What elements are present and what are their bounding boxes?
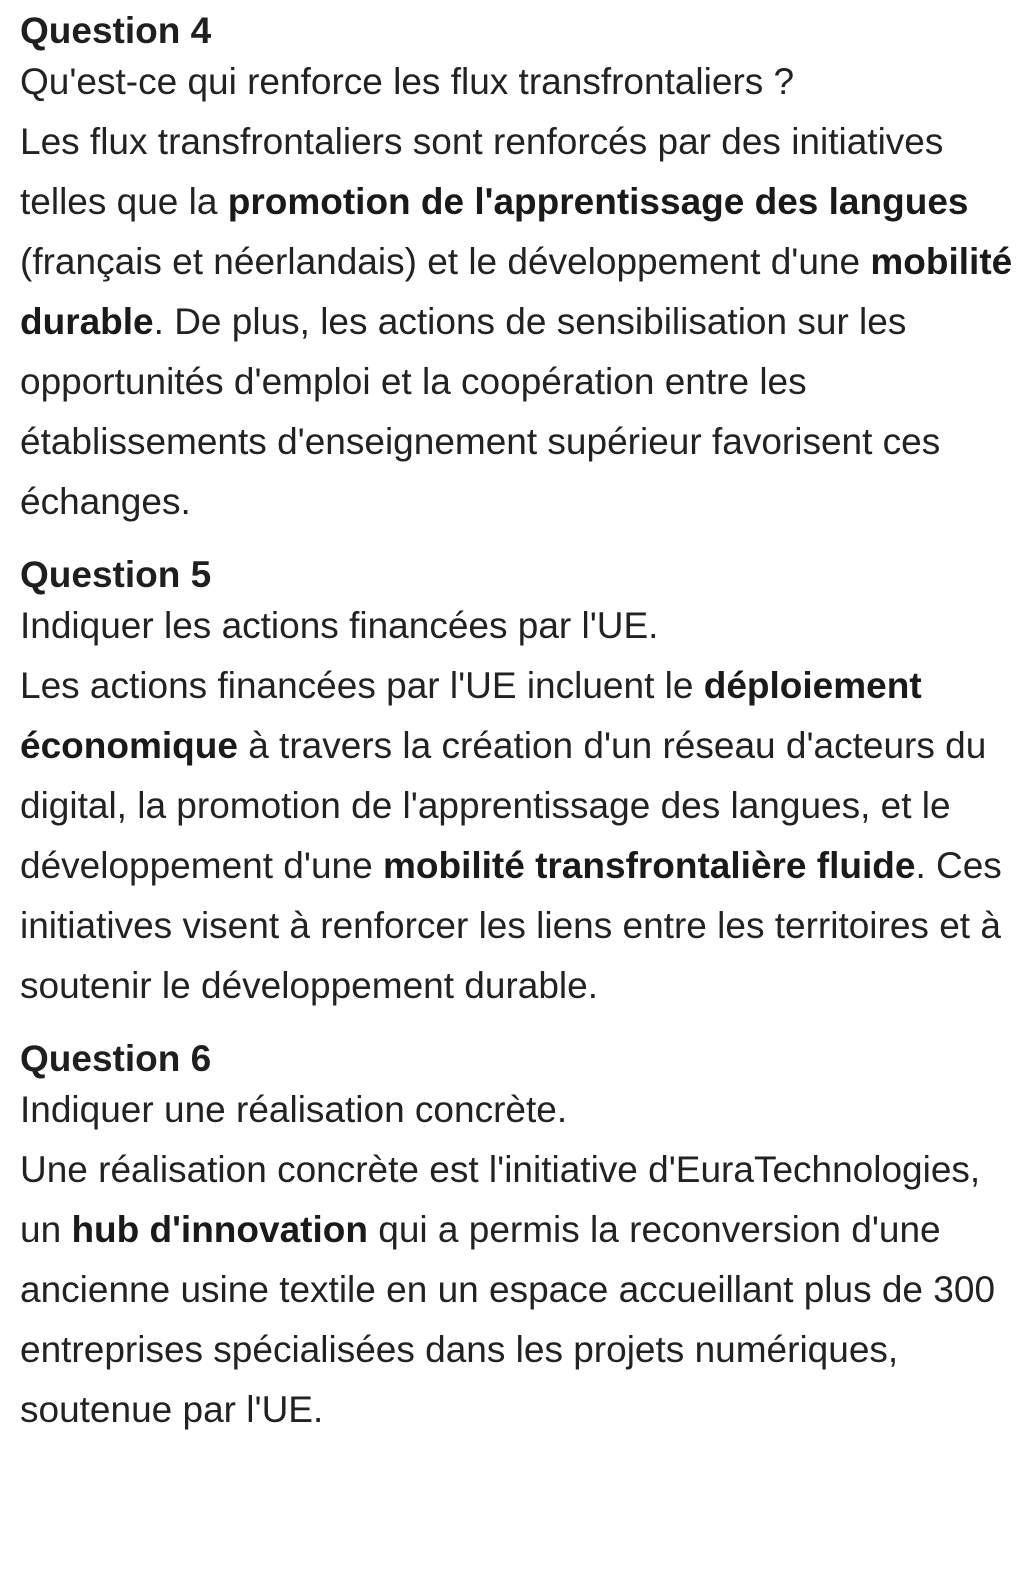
answer-text-segment: Une réalisation concrète est l'initiative d'EuraTechnologies, un [20,1149,981,1250]
answer-text-segment: qui a permis la reconversion d'une ancienne usine textile en un espace accueillant plus de 300 entreprises spécialisées dans les projets numériques, soutenue par l'UE. [20,1209,996,1430]
question-5-section [20,552,1015,1016]
question-4-answer [20,112,1015,532]
question-4-title: Question 4 [20,10,212,51]
question-6-title: Question 6 [20,1038,212,1079]
answer-text-segment: à travers la création d'un réseau d'acteurs du digital, la promotion de l'apprentissage des langues, et le développement d'une [20,725,987,886]
question-5-answer [20,656,1015,1016]
question-6-prompt: Indiquer une réalisation concrète. [20,1089,568,1130]
question-6-section [20,1036,1015,1440]
question-5-title: Question 5 [20,554,212,595]
answer-bold-segment: hub d'innovation [71,1209,368,1250]
question-4-prompt: Qu'est-ce qui renforce les flux transfrontaliers ? [20,61,795,102]
answer-text-segment: Les flux transfrontaliers sont renforcés par des initiatives telles que la [20,121,944,222]
answer-bold-segment: mobilité transfrontalière fluide [382,845,916,886]
answer-bold-segment: mobilité durable [20,241,1013,342]
question-5-prompt: Indiquer les actions financées par l'UE. [20,605,659,646]
answer-bold-segment: promotion de l'apprentissage des langues [227,181,969,222]
answer-text-segment: . Ces initiatives visent à renforcer les liens entre les territoires et à soutenir le développement durable. [20,845,1002,1006]
question-6-answer [20,1140,1015,1440]
answer-bold-segment: déploiement économique [20,665,922,766]
answer-text-segment: (français et néerlandais) et le développement d'une [20,241,871,282]
question-4-section [20,8,1015,532]
answer-text-segment: . De plus, les actions de sensibilisation sur les opportunités d'emploi et la coopération entre les établissements d'enseignement supérieur favorisent ces échanges. [20,301,941,522]
answer-text-segment: Les actions financées par l'UE incluent le [20,665,704,706]
